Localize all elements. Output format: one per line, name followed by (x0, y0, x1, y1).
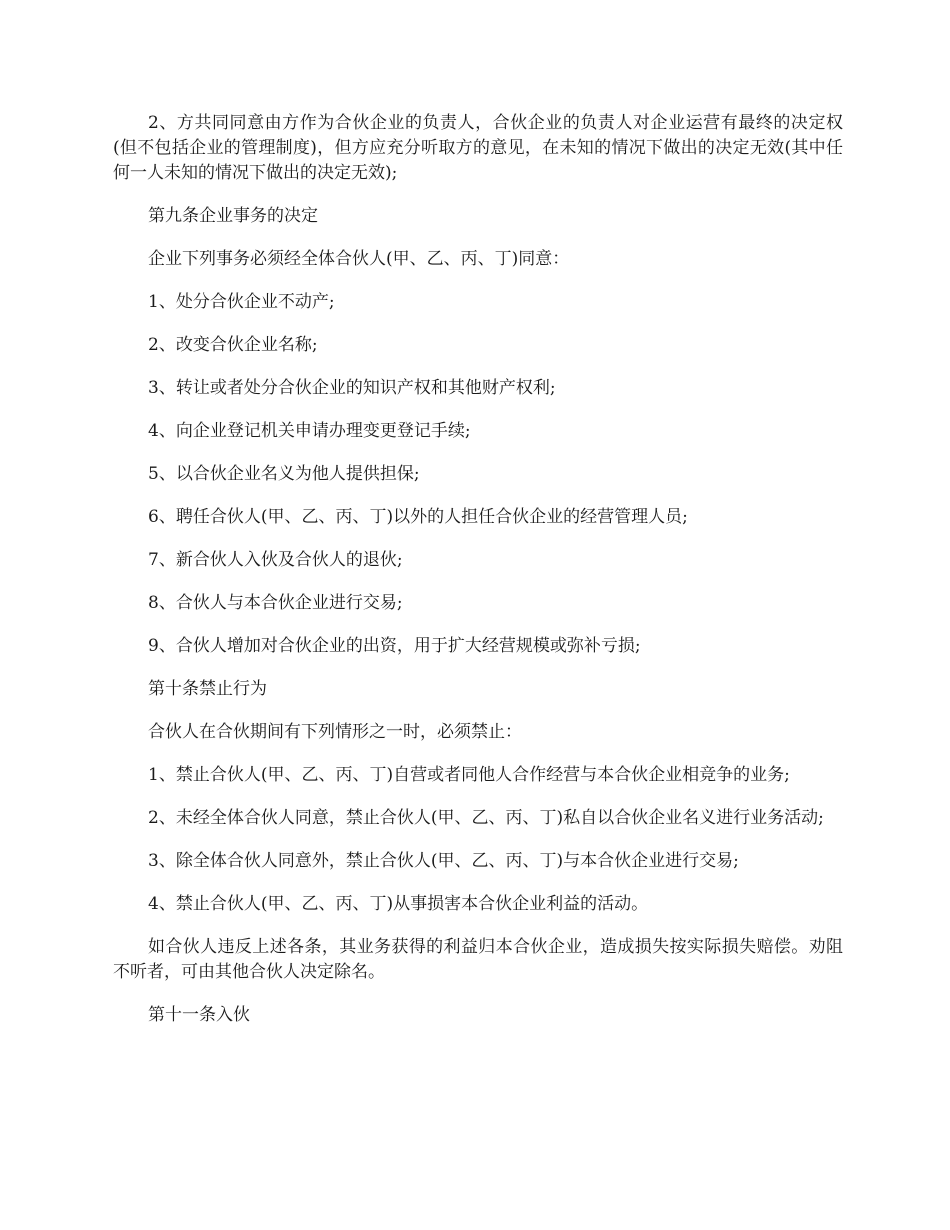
article-9-heading: 第九条企业事务的决定 (148, 206, 318, 226)
list-item-article9-5: 5、以合伙企业名义为他人提供担保; (148, 464, 420, 484)
paragraph-article10-penalty: 如合伙人违反上述各条，其业务获得的利益归本合伙企业，造成损失按实际损失赔偿。劝阻不听者，可由其他合伙人决定除名。 (113, 937, 843, 982)
article-11-heading: 第十一条入伙 (148, 1005, 250, 1025)
list-item-article9-2: 2、改变合伙企业名称; (148, 335, 318, 355)
list-item-article9-7: 7、新合伙人入伙及合伙人的退伙; (148, 550, 403, 570)
article-10-heading: 第十条禁止行为 (148, 679, 267, 699)
list-item-article9-8: 8、合伙人与本合伙企业进行交易; (148, 593, 403, 613)
list-item-article9-6: 6、聘任合伙人(甲、乙、丙、丁)以外的人担任合伙企业的经营管理人员; (148, 507, 688, 527)
list-item-article9-4: 4、向企业登记机关申请办理变更登记手续; (148, 421, 471, 441)
document-page (113, 111, 843, 1046)
list-item-article9-3: 3、转让或者处分合伙企业的知识产权和其他财产权利; (148, 378, 556, 398)
list-item-article10-3: 3、除全体合伙人同意外，禁止合伙人(甲、乙、丙、丁)与本合伙企业进行交易; (148, 851, 739, 871)
list-item-article10-1: 1、禁止合伙人(甲、乙、丙、丁)自营或者同他人合作经营与本合伙企业相竞争的业务; (148, 765, 790, 785)
list-item-article9-1: 1、处分合伙企业不动产; (148, 292, 335, 312)
list-item-article10-4: 4、禁止合伙人(甲、乙、丙、丁)从事损害本合伙企业利益的活动。 (148, 894, 649, 914)
paragraph-article9-intro: 企业下列事务必须经全体合伙人(甲、乙、丙、丁)同意： (148, 249, 570, 269)
list-item-article9-9: 9、合伙人增加对合伙企业的出资，用于扩大经营规模或弥补亏损; (148, 636, 641, 656)
paragraph-article10-intro: 合伙人在合伙期间有下列情形之一时，必须禁止： (148, 722, 522, 742)
paragraph-article8-clause2: 2、方共同同意由方作为合伙企业的负责人，合伙企业的负责人对企业运营有最终的决定权(但不包括企业的管理制度)，但方应充分听取方的意见，在未知的情况下做出的决定无效(其中任何一人未知的情况下做出的决定无效); (113, 113, 843, 183)
list-item-article10-2: 2、未经全体合伙人同意，禁止合伙人(甲、乙、丙、丁)私自以合伙企业名义进行业务活动; (148, 808, 824, 828)
